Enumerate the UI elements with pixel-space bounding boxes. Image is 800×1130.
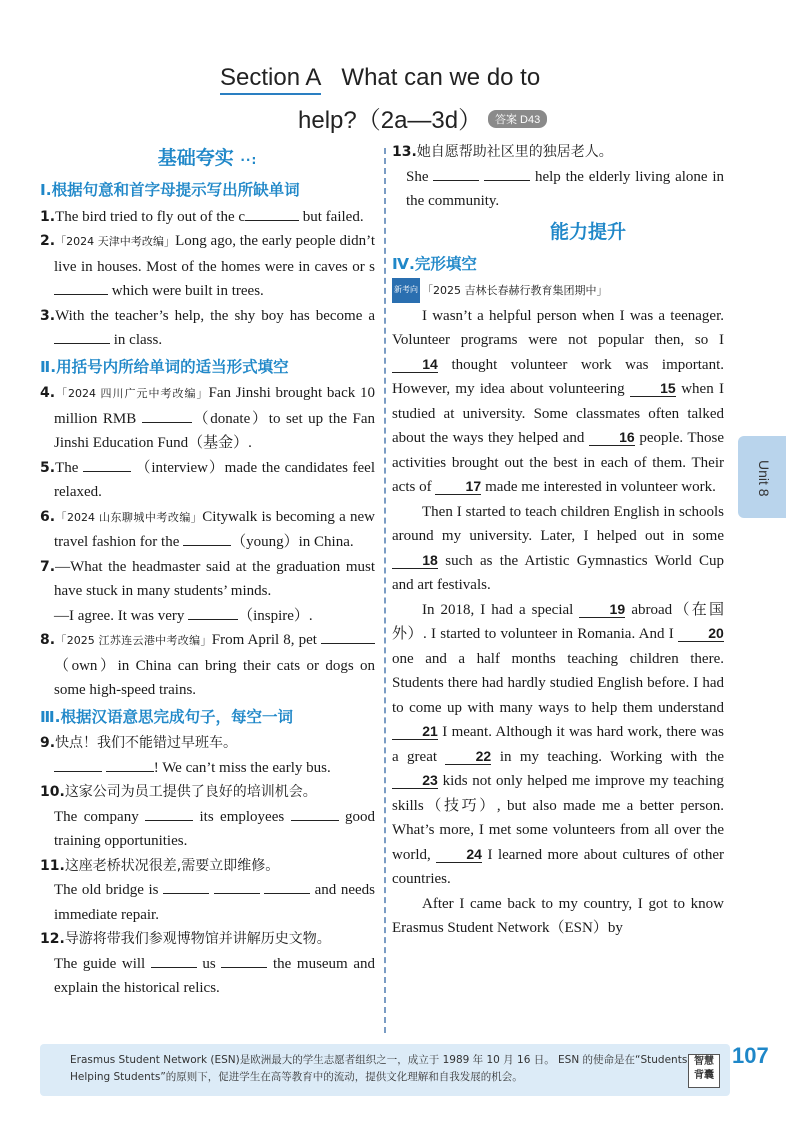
- cloze-blank-22[interactable]: 22: [445, 748, 491, 765]
- cloze-blank-16[interactable]: 16: [589, 429, 635, 446]
- title-line-2: help?（2a—3d）: [298, 107, 483, 134]
- answer-blank[interactable]: [221, 953, 267, 968]
- answer-blank[interactable]: [151, 953, 197, 968]
- answer-blank[interactable]: [106, 757, 154, 772]
- exam-tag: 新考向: [392, 278, 420, 303]
- cloze-blank-17[interactable]: 17: [435, 478, 481, 495]
- answer-blank[interactable]: [54, 757, 102, 772]
- question-8: 8.「2025 江苏连云港中考改编」From April 8, pet （own）in China can bring their cats or dogs on some high-speed trains.: [40, 628, 375, 703]
- answer-blank[interactable]: [484, 166, 530, 181]
- question-6: 6.「2024 山东聊城中考改编」Citywalk is becoming a new travel fashion for the （young）in China.: [40, 508, 375, 550]
- question-13-english: She help the elderly living alone in the community.: [392, 165, 724, 214]
- answer-blank[interactable]: [245, 206, 299, 221]
- section-3-heading: Ⅲ.根据汉语意思完成句子，每空一词: [40, 707, 294, 726]
- cloze-blank-18[interactable]: 18: [392, 552, 438, 569]
- answer-blank[interactable]: [214, 879, 260, 894]
- question-7: 7.—What the headmaster said at the graduation must have stuck in many students’ minds.: [40, 558, 375, 599]
- answer-blank[interactable]: [183, 531, 231, 546]
- answer-blank[interactable]: [321, 629, 375, 644]
- cloze-blank-19[interactable]: 19: [579, 601, 625, 618]
- left-column: [40, 140, 375, 1001]
- knowledge-bag-tag: 智慧 背囊: [688, 1054, 720, 1088]
- question-10-english: The company its employees good training opportunities.: [40, 805, 375, 854]
- answer-blank[interactable]: [188, 605, 238, 620]
- passage-paragraph-1: I wasn’t a helpful person when I was a teenager. Volunteer programs were not popular then, so I 14 thought volunteer work was important. However, my idea about volunteering 15 when I studied at university. Some classmates often talked about the ways they helped and 16 people. Those activities brought out the best in each of them. Their acts of 17 made me interested in volunteer work.: [392, 307, 724, 495]
- page-number: 107: [732, 1043, 769, 1068]
- question-5: 5.The （interview）made the candidates feel relaxed.: [40, 456, 375, 505]
- passage-paragraph-4: After I came back to my country, I got to know Erasmus Student Network（ESN）by: [392, 895, 724, 936]
- answer-blank[interactable]: [54, 280, 108, 295]
- section-label: Section A: [220, 64, 321, 95]
- column-divider: [384, 148, 386, 1033]
- question-3: 3.With the teacher’s help, the shy boy has become a in class.: [40, 307, 375, 348]
- answer-blank[interactable]: [433, 166, 479, 181]
- answer-blank[interactable]: [264, 879, 310, 894]
- section-1-heading: Ⅰ.根据句意和首字母提示写出所缺单词: [40, 181, 300, 199]
- answer-blank[interactable]: [83, 457, 131, 472]
- question-2: 2.「2024 天津中考改编」Long ago, the early people didn’t live in houses. Most of the homes were in caves or s which were built in trees.: [40, 233, 375, 299]
- footer-text: Erasmus Student Network (ESN)是欧洲最大的学生志愿者组织之一，成立于 1989 年 10 月 16 日。 ESN 的使命是在“Students Helping Students”的原则下，促进学生在高等教育中的流动，提供文化理解和自我发展的机会。: [70, 1054, 688, 1083]
- answer-badge[interactable]: 答案 D43: [488, 110, 547, 128]
- question-7-reply: —I agree. It was very （inspire）.: [40, 604, 375, 629]
- answer-blank[interactable]: [291, 806, 339, 821]
- answer-blank[interactable]: [163, 879, 209, 894]
- question-13: 13.她自愿帮助社区里的独居老人。: [392, 144, 613, 160]
- question-12-english: The guide will us the museum and explain the historical relics.: [40, 952, 375, 1001]
- cloze-blank-14[interactable]: 14: [392, 356, 438, 373]
- exam-source: 新考向 「2025 吉林长春赫行教育集团期中」: [392, 278, 724, 304]
- right-column: [392, 140, 724, 941]
- title-line-1: [220, 64, 540, 92]
- banner-basic: 基础夸实 ··:: [157, 147, 258, 169]
- question-9: 9.快点！我们不能错过早班车。: [40, 735, 238, 751]
- cloze-blank-20[interactable]: 20: [678, 625, 724, 642]
- question-1: 1.The bird tried to fly out of the c but failed.: [40, 205, 375, 230]
- question-10: 10.这家公司为员工提供了良好的培训机会。: [40, 784, 317, 800]
- cloze-blank-15[interactable]: 15: [630, 380, 676, 397]
- passage-paragraph-3: In 2018, I had a special 19 abroad（在国外）. I started to volunteer in Romania. And I 20 one and a half months teaching children there. Students there had hardly studied English before. I had to come up with many ways to help them understand 21 I meant. Although it was hard work, there was a great 22 in my teaching. Working with the 23 kids not only helped me improve my teaching skills（技巧）, but also made me a better person. What’s more, I met some volunteers from all over the world, 24 I learned more about cultures of other countries.: [392, 600, 725, 887]
- question-4: 4.「2024 四川广元中考改编」Fan Jinshi brought back 10 million RMB （donate）to set up the Fan Jinshi Education Fund（基金）.: [40, 385, 376, 451]
- cloze-blank-23[interactable]: 23: [392, 772, 438, 789]
- title-text-1: What can we do to: [341, 64, 541, 91]
- question-11: 11.这座老桥状况很差,需要立即维修。: [40, 857, 280, 874]
- answer-blank[interactable]: [54, 329, 110, 344]
- cloze-blank-21[interactable]: 21: [392, 723, 438, 740]
- footer-note: [40, 1044, 730, 1096]
- question-12: 12.导游将带我们参观博物馆并讲解历史文物。: [40, 931, 331, 947]
- cloze-blank-24[interactable]: 24: [436, 846, 482, 863]
- passage-paragraph-2: Then I started to teach children English in schools around my university. Later, I helped out in some 18 such as the Artistic Gymnastics World Cup and art festivals.: [392, 503, 724, 593]
- section-2-heading: Ⅱ.用括号内所给单词的适当形式填空: [40, 357, 289, 376]
- answer-blank[interactable]: [142, 408, 192, 423]
- question-9-english: ! We can’t miss the early bus.: [40, 756, 375, 781]
- question-11-english: The old bridge is and needs immediate repair.: [40, 878, 375, 927]
- banner-advanced: 能力提升: [549, 220, 626, 243]
- unit-side-tab[interactable]: Unit 8: [738, 436, 786, 518]
- answer-blank[interactable]: [145, 806, 193, 821]
- section-4-heading: Ⅳ.完形填空: [392, 254, 477, 273]
